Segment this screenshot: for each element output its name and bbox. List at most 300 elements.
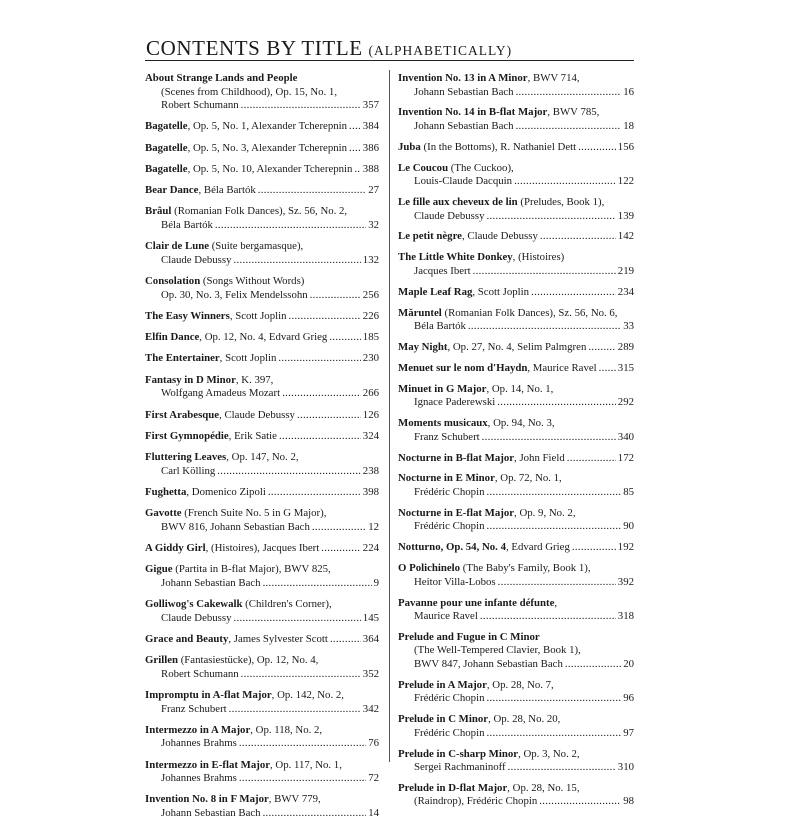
dot-leader	[233, 612, 360, 626]
contents-entry	[145, 275, 379, 302]
entry-detail: , Op. 94, No. 3,	[487, 417, 555, 430]
entry-detail: , Op. 142, No. 2,	[271, 689, 344, 702]
contents-entry	[145, 184, 379, 198]
entry-continuation-line	[145, 703, 379, 717]
entry-continuation-line	[398, 576, 634, 590]
contents-entry	[145, 430, 379, 444]
piece-title: Consolation	[145, 275, 201, 288]
entry-title-line	[145, 689, 379, 703]
entry-continuation-line	[398, 727, 634, 741]
entry-detail: Johann Sebastian Bach	[161, 806, 261, 819]
piece-title: A Giddy Girl	[145, 542, 206, 555]
entry-title-line	[398, 562, 634, 576]
contents-entry	[398, 362, 634, 376]
entry-title-line	[398, 196, 634, 210]
piece-title: Pavanne pour une infante défunte	[398, 596, 555, 609]
entry-detail: Maurice Ravel	[414, 610, 478, 623]
entry-detail: (Romanian Folk Dances), Sz. 56, No. 6,	[441, 306, 618, 319]
entry-title-line	[398, 472, 634, 486]
piece-title: Le fille aux cheveux de lin	[398, 196, 518, 209]
dot-leader	[565, 658, 621, 672]
entry-detail: Carl Kölling	[161, 464, 216, 477]
entry-continuation-line	[398, 86, 634, 100]
piece-title: Nocturne in E Minor	[398, 472, 495, 485]
contents-entry	[398, 341, 634, 355]
contents-entry	[398, 230, 634, 244]
entry-detail: Louis-Claude Dacquin	[414, 175, 513, 188]
entry-title-line	[145, 507, 379, 521]
contents-entry	[145, 654, 379, 681]
piece-title: Notturno, Op. 54, No. 4	[398, 541, 506, 554]
page-number: 364	[362, 632, 379, 645]
page-number: 386	[362, 141, 379, 154]
entry-title-line	[398, 748, 634, 762]
dot-leader	[321, 542, 361, 556]
piece-title: Bagatelle	[145, 141, 188, 154]
contents-entry	[145, 724, 379, 751]
piece-title: Nocturne in B-flat Major	[398, 451, 515, 464]
entry-detail: Frédéric Chopin	[414, 692, 485, 705]
page-number: 192	[617, 541, 634, 554]
dot-leader	[572, 541, 616, 555]
entry-title-line	[398, 782, 634, 796]
contents-entry	[398, 162, 634, 189]
entry-detail: , Scott Joplin	[472, 285, 530, 298]
dot-leader	[268, 486, 361, 500]
contents-entry	[145, 486, 379, 500]
contents-entry	[145, 142, 379, 156]
dot-leader	[514, 175, 616, 189]
piece-title: Minuet in G Major	[398, 382, 487, 395]
contents-entry	[398, 541, 634, 555]
dot-leader	[588, 341, 615, 355]
page-number: 238	[362, 464, 379, 477]
contents-entry	[145, 72, 379, 113]
dot-leader	[215, 219, 366, 233]
entry-detail: (Partita in B-flat Major), BWV 825,	[172, 563, 331, 576]
entry-continuation-line	[145, 254, 379, 268]
page-number: 142	[617, 230, 634, 243]
entry-detail: , Op. 5, No. 10, Alexander Tcherepnin	[187, 162, 353, 175]
contents-entry	[398, 748, 634, 775]
entry-detail: , Op. 14, No. 1,	[486, 382, 554, 395]
entry-detail: , Op. 28, No. 20,	[488, 713, 561, 726]
entry-detail: (Preludes, Book 1),	[517, 196, 605, 209]
entry-detail: Johannes Brahms	[161, 737, 237, 750]
entry-detail: Claude Debussy	[414, 209, 485, 222]
dot-leader	[508, 761, 616, 775]
piece-title: Măruntel	[398, 306, 442, 319]
entry-detail: Franz Schubert	[414, 430, 480, 443]
entry-title-line	[145, 654, 379, 668]
entry-detail: BWV 816, Johann Sebastian Bach	[161, 520, 310, 533]
contents-entry	[145, 507, 379, 534]
page-number: 16	[623, 85, 634, 98]
entry-detail: (French Suite No. 5 in G Major),	[181, 507, 327, 520]
dot-leader	[349, 142, 361, 156]
entry-detail: ,	[554, 596, 558, 609]
entry-detail: , Op. 118, No. 2,	[250, 723, 323, 736]
entry-continuation-line	[398, 486, 634, 500]
dot-leader	[279, 430, 361, 444]
entry-title-line	[145, 310, 379, 324]
entry-title-line	[398, 251, 634, 265]
dot-leader	[486, 486, 621, 500]
entry-detail: , Erik Satie	[228, 429, 277, 442]
page-number: 122	[617, 175, 634, 188]
entry-detail: Jacques Ibert	[414, 264, 471, 277]
page-number: 230	[362, 352, 379, 365]
contents-entry	[398, 196, 634, 223]
contents-entry	[145, 352, 379, 366]
contents-entry	[145, 542, 379, 556]
entry-title-line	[398, 541, 634, 555]
contents-entry	[145, 689, 379, 716]
piece-title: Intermezzo in A Major	[145, 723, 251, 736]
page-number: 226	[362, 309, 379, 322]
piece-title: Juba	[398, 140, 421, 153]
dot-leader	[578, 141, 616, 155]
contents-entry	[145, 163, 379, 177]
entry-title-line	[145, 275, 379, 289]
piece-title: Fughetta	[145, 485, 187, 498]
contents-entry	[398, 472, 634, 499]
contents-entry	[398, 417, 634, 444]
dot-leader	[486, 727, 621, 741]
page-number: 266	[362, 387, 379, 400]
dot-leader	[540, 230, 616, 244]
contents-entry	[398, 713, 634, 740]
entry-detail: (Fantasiestücke), Op. 12, No. 4,	[178, 654, 319, 667]
entry-continuation-line	[398, 644, 634, 658]
entry-detail: , Op. 5, No. 3, Alexander Tcherepnin	[187, 141, 348, 154]
entry-detail: , Scott Joplin	[219, 352, 277, 365]
page-number: 388	[362, 162, 379, 175]
entry-title-line	[145, 486, 379, 500]
page-number: 310	[617, 761, 634, 774]
entry-continuation-line	[145, 668, 379, 682]
entry-title-line	[398, 162, 634, 176]
page-number: 256	[362, 288, 379, 301]
piece-title: Bagatelle	[145, 162, 188, 175]
piece-title: Bagatelle	[145, 120, 188, 133]
entry-title-line	[145, 451, 379, 465]
entry-continuation-line	[398, 520, 634, 534]
entry-title-line	[145, 793, 379, 807]
entry-title-line	[145, 542, 379, 556]
page-number: 97	[623, 726, 634, 739]
piece-title: Prelude in C-sharp Minor	[398, 747, 519, 760]
contents-entry	[398, 679, 634, 706]
piece-title: About Strange Lands and People	[145, 72, 298, 84]
contents-entry	[398, 286, 634, 300]
entry-detail: Robert Schumann	[161, 667, 239, 680]
entry-title-line	[145, 430, 379, 444]
entry-title-line	[145, 374, 379, 388]
entry-continuation-line	[398, 692, 634, 706]
entry-detail: , Op. 5, No. 1, Alexander Tcherepnin	[187, 120, 348, 133]
entry-detail: Frédéric Chopin	[414, 485, 485, 498]
page-number: 324	[362, 429, 379, 442]
entry-title-line	[398, 341, 634, 355]
entry-detail: , Op. 27, No. 4, Selim Palmgren	[447, 341, 587, 354]
contents-entry	[145, 331, 379, 345]
entry-title-line	[145, 120, 379, 134]
dot-leader	[486, 692, 621, 706]
page-number: 90	[623, 520, 634, 533]
dot-leader	[263, 577, 372, 591]
entry-title-line	[398, 713, 634, 727]
dot-leader	[473, 265, 616, 279]
page-number: 384	[362, 120, 379, 133]
piece-title: Nocturne in E-flat Major	[398, 506, 515, 519]
entry-detail: Frédéric Chopin	[414, 726, 485, 739]
page-number: 352	[362, 667, 379, 680]
entry-continuation-line	[398, 761, 634, 775]
dot-leader	[516, 86, 622, 100]
entry-detail: , (Histoires), Jacques Ibert	[205, 542, 320, 555]
dot-leader	[599, 362, 616, 376]
entry-title-line	[145, 142, 379, 156]
dot-leader	[486, 520, 621, 534]
entry-detail: Claude Debussy	[161, 611, 232, 624]
piece-title: Brâul	[145, 205, 172, 218]
entry-continuation-line	[145, 465, 379, 479]
contents-entry	[398, 452, 634, 466]
contents-entry	[145, 633, 379, 647]
entry-detail: (The Well-Tempered Clavier, Book 1),	[414, 644, 581, 657]
page-number: 185	[362, 331, 379, 344]
entry-title-line	[145, 240, 379, 254]
piece-title: Invention No. 8 in F Major	[145, 793, 269, 806]
dot-leader	[258, 184, 366, 198]
page-number: 172	[617, 451, 634, 464]
entry-continuation-line	[145, 807, 379, 821]
entry-title-line	[145, 184, 379, 198]
page-title	[146, 36, 512, 63]
contents-entry	[145, 120, 379, 134]
contents-entry	[145, 793, 379, 820]
contents-entry	[398, 507, 634, 534]
entry-title-line	[145, 163, 379, 177]
entry-continuation-line	[145, 289, 379, 303]
contents-entry	[398, 383, 634, 410]
page-number: 12	[368, 520, 379, 533]
dot-leader	[330, 633, 361, 647]
piece-title: Prelude in A Major	[398, 678, 487, 691]
contents-entry	[145, 759, 379, 786]
page-number: 145	[362, 611, 379, 624]
entry-detail: , Béla Bartók	[198, 184, 256, 197]
entry-detail: BWV 847, Johann Sebastian Bach	[414, 657, 563, 670]
entry-continuation-line	[145, 387, 379, 401]
page-number: 33	[623, 320, 634, 333]
entry-detail: , Op. 3, No. 2,	[518, 747, 580, 760]
page-number: 318	[617, 610, 634, 623]
page-number: 224	[362, 542, 379, 555]
piece-title: Le Coucou	[398, 161, 449, 174]
column-divider	[389, 70, 390, 762]
entry-detail: Béla Bartók	[161, 218, 213, 231]
dot-leader	[497, 396, 616, 410]
entry-continuation-line	[145, 86, 379, 100]
entry-title-line	[145, 724, 379, 738]
entry-detail: , (Histoires)	[512, 251, 565, 264]
dot-leader	[289, 310, 361, 324]
entry-detail: Wolfgang Amadeus Mozart	[161, 387, 281, 400]
page-subtitle: (ALPHABETICALLY)	[368, 43, 513, 58]
contents-entry	[398, 782, 634, 809]
entry-title-line	[145, 331, 379, 345]
piece-title: Clair de Lune	[145, 240, 209, 253]
entry-continuation-line	[145, 99, 379, 113]
contents-entry	[398, 562, 634, 589]
piece-title: Golliwog's Cakewalk	[145, 598, 243, 611]
piece-title: Fluttering Leaves	[145, 451, 227, 464]
page-number: 32	[368, 218, 379, 231]
contents-column-right	[398, 72, 634, 816]
entry-detail: Johannes Brahms	[161, 772, 237, 785]
entry-continuation-line	[398, 320, 634, 334]
contents-entry	[145, 374, 379, 401]
piece-title: Grace and Beauty	[145, 632, 229, 645]
entry-detail: Claude Debussy	[161, 253, 232, 266]
entry-continuation-line	[145, 612, 379, 626]
page-number: 398	[362, 485, 379, 498]
entry-continuation-line	[398, 120, 634, 134]
entry-title-line	[145, 409, 379, 423]
page-number: 156	[617, 140, 634, 153]
entry-title-line	[145, 633, 379, 647]
piece-title: Prelude in C Minor	[398, 713, 489, 726]
entry-detail: , Claude Debussy	[461, 230, 538, 243]
entry-title-line	[398, 597, 634, 611]
piece-title: Gavotte	[145, 507, 182, 520]
entry-detail: , Claude Debussy	[219, 408, 295, 421]
dot-leader	[241, 99, 361, 113]
piece-title: Menuet sur le nom d'Haydn	[398, 361, 528, 374]
entry-detail: (In the Bottoms), R. Nathaniel Dett	[420, 140, 577, 153]
entry-title-line	[145, 759, 379, 773]
entry-continuation-line	[145, 521, 379, 535]
dot-leader	[516, 120, 622, 134]
page-number: 139	[617, 209, 634, 222]
contents-entry	[145, 451, 379, 478]
entry-detail: Johann Sebastian Bach	[414, 85, 514, 98]
entry-detail: (The Cuckoo),	[448, 161, 514, 174]
entry-detail: Johann Sebastian Bach	[414, 119, 514, 132]
entry-title-line	[398, 631, 634, 645]
entry-detail: (Romanian Folk Dances), Sz. 56, No. 2,	[171, 205, 348, 218]
contents-entry	[398, 251, 634, 278]
piece-title: Moments musicaux	[398, 417, 488, 430]
entry-title-line	[398, 679, 634, 693]
contents-entry	[145, 409, 379, 423]
entry-title-line	[398, 106, 634, 120]
dot-leader	[263, 807, 367, 821]
entry-detail: , Op. 12, No. 4, Edvard Grieg	[199, 331, 328, 344]
page-number: 76	[368, 737, 379, 750]
page-number: 219	[617, 264, 634, 277]
contents-entry	[398, 106, 634, 133]
dot-leader	[482, 431, 616, 445]
page-number: 72	[368, 772, 379, 785]
entry-detail: Johann Sebastian Bach	[161, 576, 261, 589]
page-number: 9	[373, 576, 379, 589]
dot-leader	[297, 409, 361, 423]
piece-title: Impromptu in A-flat Major	[145, 689, 272, 702]
entry-continuation-line	[398, 795, 634, 809]
piece-title: The Entertainer	[145, 352, 220, 365]
entry-title-line	[145, 598, 379, 612]
entry-detail: (Children's Corner),	[242, 598, 332, 611]
entry-continuation-line	[398, 658, 634, 672]
entry-detail: , Edvard Grieg	[505, 541, 570, 554]
entry-detail: , Op. 147, No. 2,	[226, 451, 299, 464]
entry-title-line	[145, 72, 379, 86]
piece-title: Gigue	[145, 563, 173, 576]
page-number: 27	[368, 184, 379, 197]
page-number: 20	[623, 657, 634, 670]
entry-continuation-line	[398, 210, 634, 224]
entry-detail: Franz Schubert	[161, 702, 227, 715]
page-title-main: CONTENTS BY TITLE	[146, 36, 363, 60]
entry-title-line	[398, 72, 634, 86]
dot-leader	[329, 331, 360, 345]
entry-detail: , BWV 779,	[268, 793, 321, 806]
entry-detail: , James Sylvester Scott	[228, 632, 328, 645]
page-number: 292	[617, 396, 634, 409]
entry-title-line	[398, 507, 634, 521]
dot-leader	[239, 772, 366, 786]
entry-title-line	[145, 563, 379, 577]
entry-title-line	[398, 286, 634, 300]
page-number: 340	[617, 430, 634, 443]
dot-leader	[233, 254, 360, 268]
piece-title: Fantasy in D Minor	[145, 373, 236, 386]
entry-title-line	[398, 362, 634, 376]
entry-detail: (The Baby's Family, Book 1),	[460, 562, 591, 575]
dot-leader	[567, 452, 616, 466]
piece-title: O Polichinelo	[398, 562, 461, 575]
entry-title-line	[145, 205, 379, 219]
entry-continuation-line	[145, 219, 379, 233]
piece-title: The Little White Donkey	[398, 251, 513, 264]
entry-title-line	[398, 141, 634, 155]
entry-title-line	[145, 352, 379, 366]
piece-title: First Gymnopédie	[145, 429, 229, 442]
entry-detail: , Domenico Zipoli	[186, 485, 266, 498]
dot-leader	[531, 286, 616, 300]
contents-entry	[145, 240, 379, 267]
dot-leader	[480, 610, 616, 624]
piece-title: May Night	[398, 341, 448, 354]
dot-leader	[539, 795, 621, 809]
contents-entry	[145, 310, 379, 324]
piece-title: Invention No. 14 in B-flat Major	[398, 106, 548, 119]
entry-title-line	[398, 417, 634, 431]
contents-entry	[398, 597, 634, 624]
entry-detail: , Scott Joplin	[229, 309, 287, 322]
page-number: 96	[623, 692, 634, 705]
page-number: 289	[617, 341, 634, 354]
piece-title: Invention No. 13 in A Minor	[398, 72, 528, 84]
dot-leader	[349, 120, 361, 134]
dot-leader	[278, 352, 360, 366]
page-number: 315	[617, 361, 634, 374]
entry-continuation-line	[398, 431, 634, 445]
dot-leader	[282, 387, 361, 401]
